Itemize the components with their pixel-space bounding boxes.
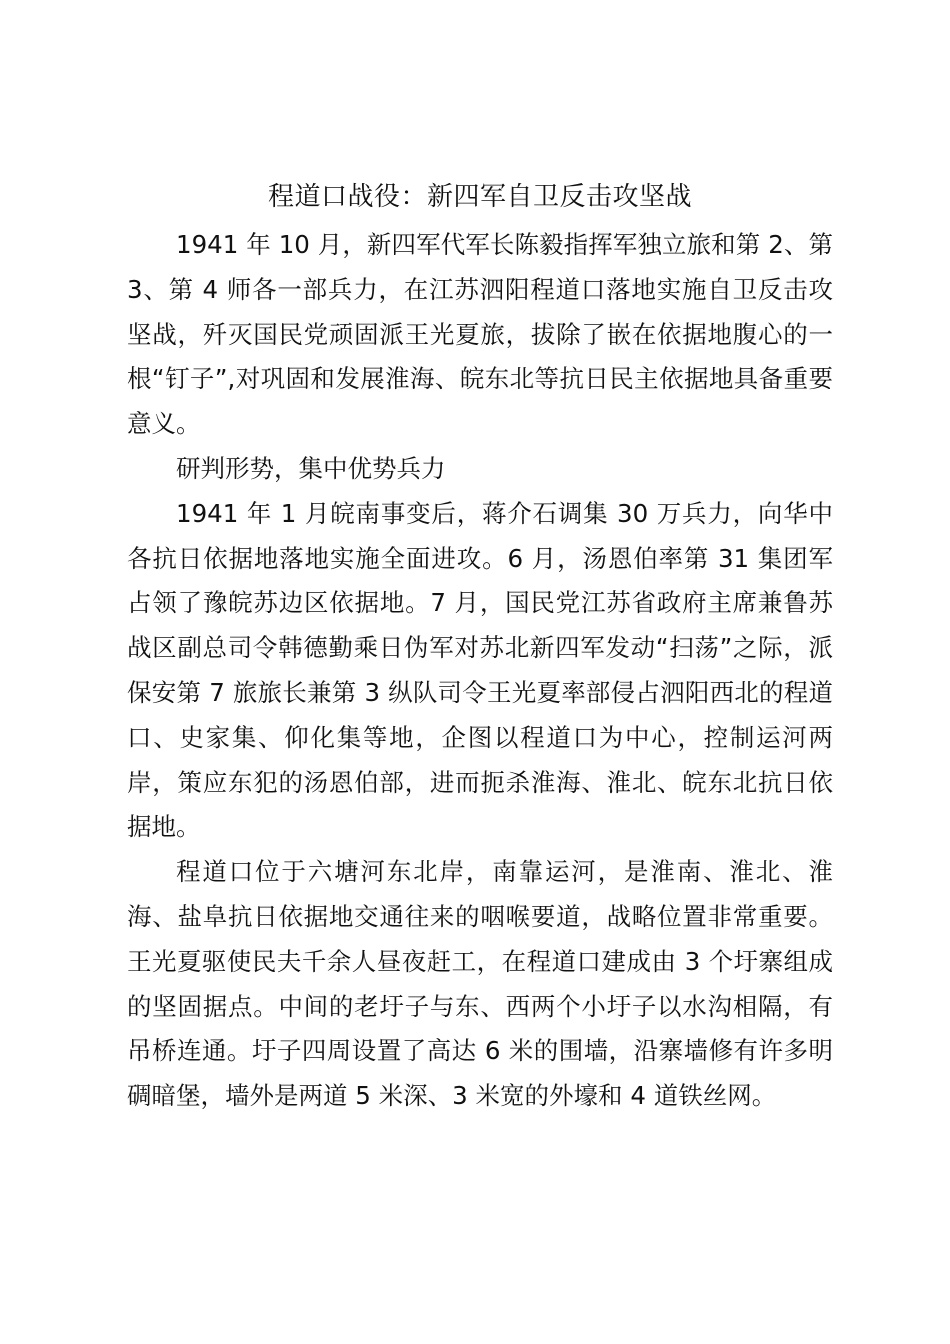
section-heading: 研判形势，集中优势兵力 [176, 453, 446, 483]
document-page [127, 175, 833, 1119]
body-paragraph-1: 1941 年 1 月皖南事变后，蒋介石调集 30 万兵力，向华中各抗日依据地落地实施全面进攻。6 月，汤恩伯率第 31 集团军占领了豫皖苏边区依据地。7 月，国民党江苏省政府主席兼鲁苏战区副总司令韩德勤乘日伪军对苏北新四军发动“扫荡”之际，派保安第 7 旅旅长兼第 3 纵队司令王光夏率部侵占泗阳西北的程道口、史家集、仰化集等地，企图以程道口为中心，控制运河两岸，策应东犯的汤恩伯部，进而扼杀淮海、淮北、皖东北抗日依据地。 [127, 498, 833, 842]
intro-paragraph: 1941 年 10 月，新四军代军长陈毅指挥军独立旅和第 2、第 3、第 4 师各一部兵力，在江苏泗阳程道口落地实施自卫反击攻坚战，歼灭国民党顽固派王光夏旅，拔除了嵌在依据地腹心的一根“钉子”,对巩固和发展淮海、皖东北等抗日民主依据地具备重要意义。 [127, 230, 833, 439]
body-paragraph-2: 程道口位于六塘河东北岸，南靠运河，是淮南、淮北、淮海、盐阜抗日依据地交通往来的咽喉要道，战略位置非常重要。王光夏驱使民夫千余人昼夜赶工，在程道口建成由 3 个圩寨组成的坚固据点。中间的老圩子与东、西两个小圩子以水沟相隔，有吊桥连通。圩子四周设置了高达 6 米的围墙，沿寨墙修有许多明碉暗堡，墙外是两道 5 米深、3 米宽的外壕和 4 道铁丝网。 [127, 857, 833, 1111]
document-title: 程道口战役：新四军自卫反击攻坚战 [267, 182, 692, 212]
